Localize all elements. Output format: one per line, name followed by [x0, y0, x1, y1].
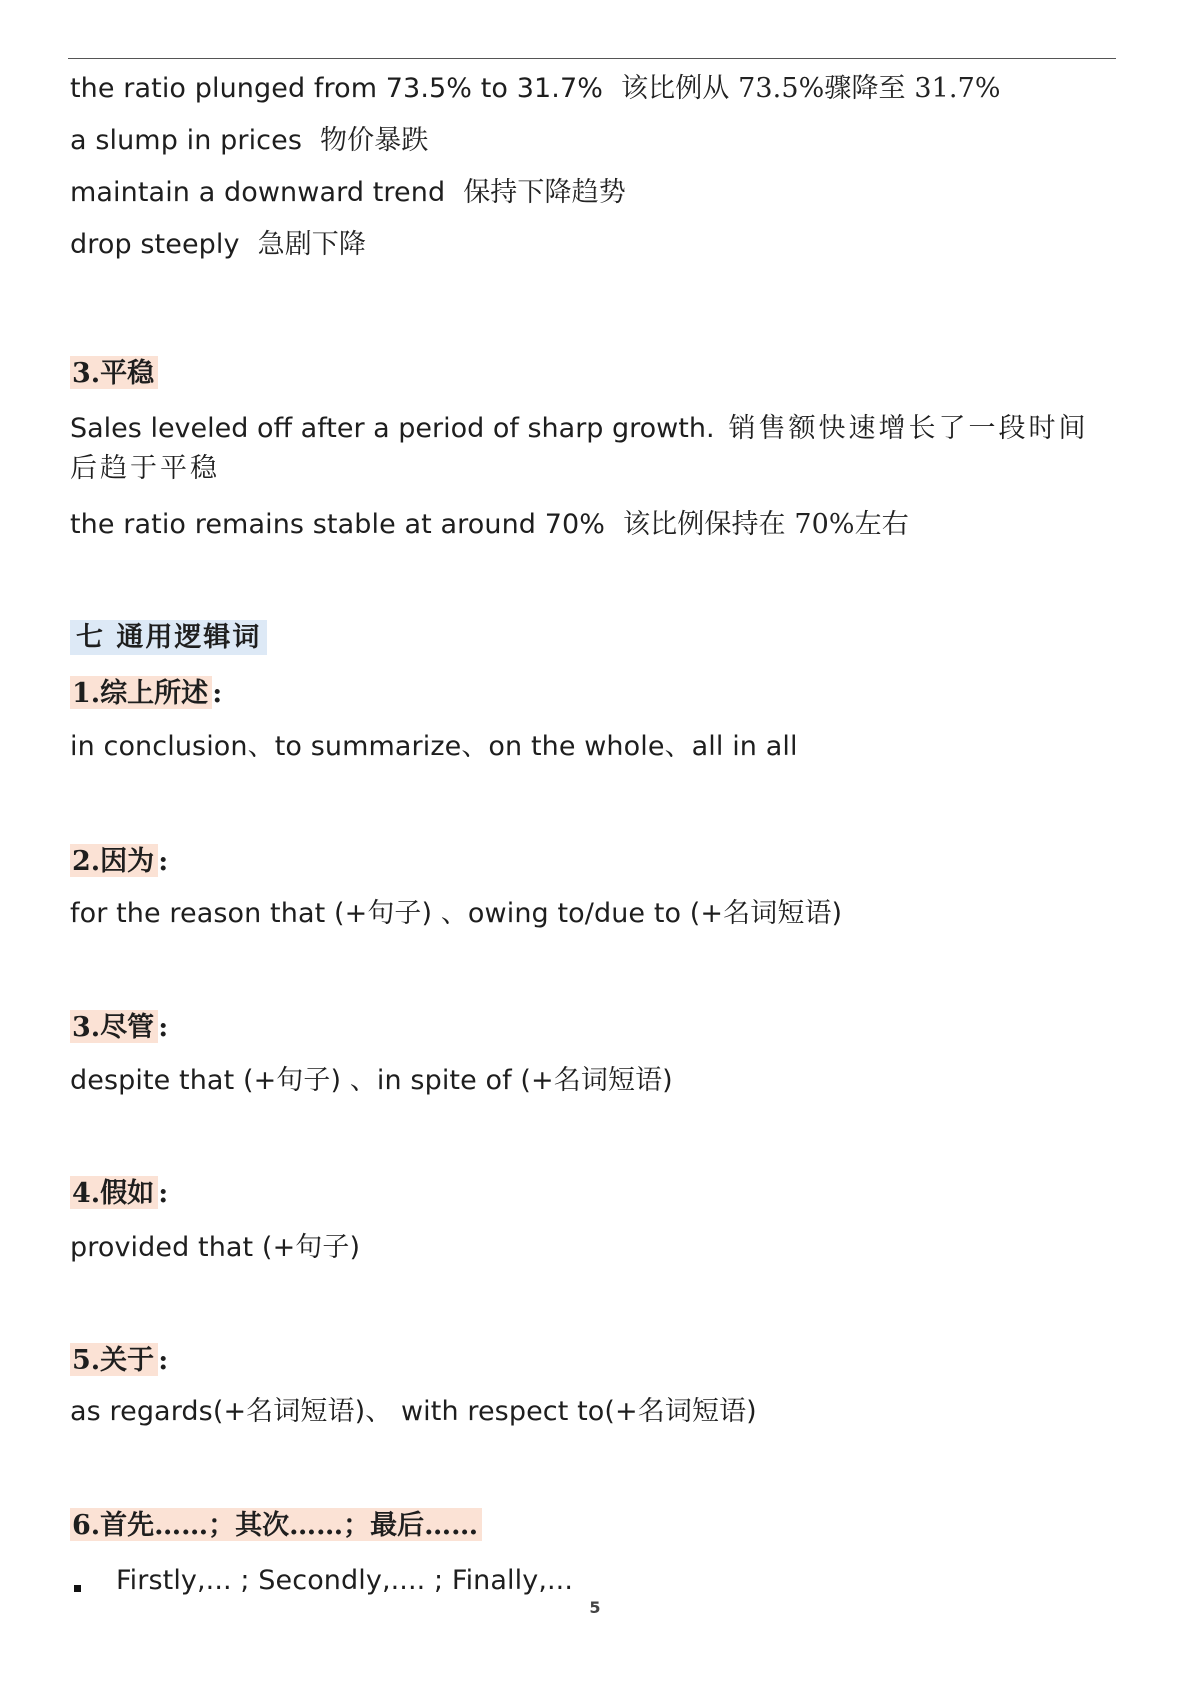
- phrase-cn: 该比例从 73.5%骤降至 31.7%: [621, 73, 1001, 104]
- phrase-en: the ratio remains stable at around 70%: [70, 509, 606, 540]
- logic-heading-3: [70, 1008, 168, 1048]
- sentence-cn: 销售额快速增长了一段时间后趋于平稳: [70, 413, 1089, 484]
- top-rule-divider: [68, 58, 1116, 59]
- logic-heading-label: 3.尽管: [70, 1010, 158, 1043]
- logic-heading-label: 4.假如: [70, 1176, 158, 1209]
- logic-heading-label: 2.因为: [70, 844, 158, 877]
- phrase-cn: 物价暴跌: [320, 125, 429, 156]
- stable-heading-label: 3.平稳: [70, 356, 158, 389]
- logic-heading-2: [70, 842, 168, 882]
- heading-colon: :: [158, 846, 169, 877]
- trend-down-line-2: [70, 122, 428, 160]
- phrase-cn: 急剧下降: [257, 229, 366, 260]
- logic-text: provided that (+句子): [70, 1232, 361, 1263]
- logic-text-2: [70, 895, 842, 933]
- logic-text: despite that (+句子) 、in spite of (+名词短语): [70, 1065, 673, 1096]
- logic-heading-label: 1.综上所述: [70, 676, 212, 709]
- logic-heading-label: 6.首先……；其次……；最后……: [70, 1508, 482, 1541]
- logic-heading-4: [70, 1174, 168, 1214]
- page-number: 5: [589, 1598, 601, 1617]
- trend-down-line-3: [70, 174, 626, 212]
- logic-heading-5: [70, 1341, 168, 1381]
- bullet-icon: [74, 1585, 81, 1592]
- trend-down-line-1: [70, 70, 1001, 108]
- stable-heading: [70, 354, 158, 394]
- logic-text: in conclusion、to summarize、on the whole、all in all: [70, 731, 798, 762]
- heading-colon: :: [158, 1012, 169, 1043]
- stable-sentence: [70, 409, 1116, 489]
- trend-down-line-4: [70, 226, 366, 264]
- section-seven-title: [70, 618, 267, 658]
- logic-text-4: [70, 1229, 360, 1267]
- logic-heading-6: [70, 1506, 482, 1546]
- heading-colon: :: [212, 678, 223, 709]
- logic-heading-1: [70, 674, 222, 714]
- section-seven-title-label: 七 通用逻辑词: [70, 620, 267, 655]
- heading-colon: :: [158, 1178, 169, 1209]
- logic-heading-label: 5.关于: [70, 1343, 158, 1376]
- logic-text: as regards(+名词短语)、 with respect to(+名词短语): [70, 1396, 757, 1427]
- phrase-en: drop steeply: [70, 229, 240, 260]
- logic-text: for the reason that (+句子) 、owing to/due to (+名词短语): [70, 898, 843, 929]
- phrase-cn: 该比例保持在 70%左右: [623, 509, 909, 540]
- stable-phrase: [70, 506, 909, 544]
- phrase-cn: 保持下降趋势: [463, 177, 626, 208]
- phrase-en: maintain a downward trend: [70, 177, 446, 208]
- sentence-en: Sales leveled off after a period of sharp growth.: [70, 413, 715, 444]
- logic-text-5: [70, 1393, 757, 1431]
- phrase-en: a slump in prices: [70, 125, 302, 156]
- logic-text-6: [116, 1562, 573, 1600]
- heading-colon: :: [158, 1345, 169, 1376]
- logic-text-1: [70, 728, 798, 766]
- logic-text: Firstly,... ; Secondly,.... ; Finally,...: [116, 1565, 574, 1596]
- logic-text-3: [70, 1062, 673, 1100]
- phrase-en: the ratio plunged from 73.5% to 31.7%: [70, 73, 603, 104]
